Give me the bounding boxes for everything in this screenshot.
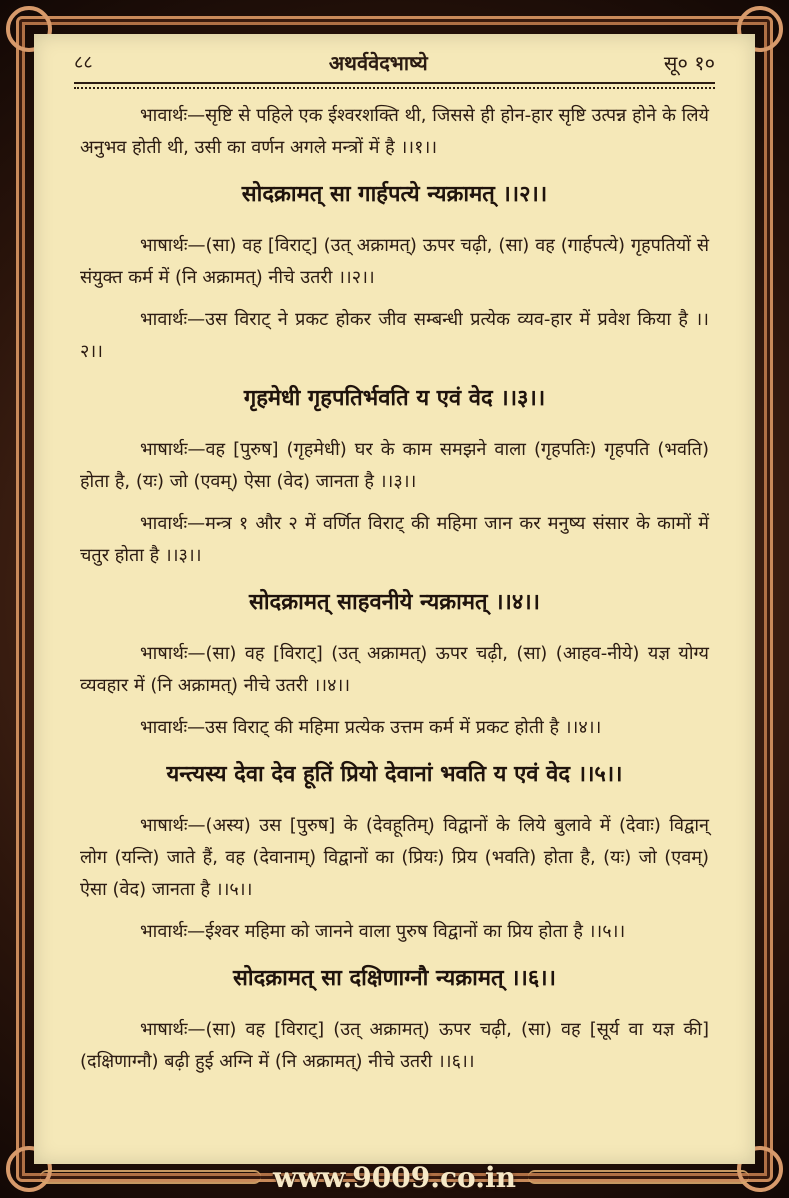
sutra-number: सू० १० [663,50,715,75]
mantra: गृहमेधी गृहपतिर्भवति य एवं वेद ।।३।। [243,386,546,411]
footer [40,1162,749,1192]
paragraph: भाषार्थः—वह [पुरुष] (गृहमेधी) घर के काम समझने वाला (गृहपतिः) गृहपति (भवति) होता है, (यः) जो (एवम्) ऐसा (वेद) जानता है ।।३।। [80,439,709,492]
header-rule [74,82,715,94]
footer-scroll-ornament-icon [40,1170,261,1184]
document-page [34,34,755,1164]
mantra: सोदक्रामत् सा गार्हपत्ये न्यक्रामत् ।।२।। [241,182,548,207]
page-number: ८८ [74,52,93,73]
mantra: सोदक्रामत् साहवनीये न्यक्रामत् ।।४।। [248,590,540,615]
paragraph: भावार्थः—उस विराट् ने प्रकट होकर जीव सम्बन्धी प्रत्येक व्यव-हार में प्रवेश किया है ।।२।। [80,309,709,362]
paragraph: भावार्थः—सृष्टि से पहिले एक ईश्वरशक्ति थी, जिससे ही होन-हार सृष्टि उत्पन्न होने के लिये अनुभव होती थी, उसी का वर्णन अगले मन्त्रों में है ।।१।। [80,105,709,158]
footer-url-link[interactable]: www.9009.co.in [273,1160,516,1194]
mantra: यन्त्यस्य देवा देव हूतिं प्रियो देवानां भवति य एवं वेद ।।५।। [166,762,623,787]
paragraph: भावार्थः—उस विराट् की महिमा प्रत्येक उत्तम कर्म में प्रकट होती है ।।४।। [140,717,602,738]
paragraph: भाषार्थः—(सा) वह [विराट्] (उत् अक्रामत्) ऊपर चढ़ी, (सा) (आहव-नीये) यज्ञ योग्य व्यवहार में (नि अक्रामत्) नीचे उतरी ।।४।। [80,643,709,696]
book-title: अथर्ववेदभाष्ये [328,50,428,75]
mantra: सोदक्रामत् सा दक्षिणाग्नौ न्यक्रामत् ।।६।। [233,966,556,991]
footer-scroll-ornament-icon [528,1170,749,1184]
paragraph: भाषार्थः—(सा) वह [विराट्] (उत् अक्रामत्) ऊपर चढ़ी, (सा) वह [सूर्य वा यज्ञ की] (दक्षिणाग्नौ) बढ़ी हुई अग्नि में (नि अक्रामत्) नीचे उतरी ।।६।। [80,1019,709,1072]
paragraph: भाषार्थः—(अस्य) उस [पुरुष] के (देवहूतिम्) विद्वानों के लिये बुलावे में (देवाः) विद्वान् लोग (यन्ति) जाते हैं, वह (देवानाम्) विद्वानों का (प्रियः) प्रिय (भवति) होता है, (यः) जो (एवम्) ऐसा (वेद) जानता है ।।५।। [80,815,709,900]
paragraph: भावार्थः—ईश्वर महिमा को जानने वाला पुरुष विद्वानों का प्रिय होता है ।।५।। [140,921,626,942]
page-header [74,46,715,78]
paragraph: भावार्थः—मन्त्र १ और २ में वर्णित विराट् की महिमा जान कर मनुष्य संसार के कामों में चतुर होता है ।।३।। [80,513,709,566]
paragraph: भाषार्थः—(सा) वह [विराट्] (उत् अक्रामत्) ऊपर चढ़ी, (सा) वह (गार्हपत्ये) गृहपतियों से संयुक्त कर्म में (नि अक्रामत्) नीचे उतरी ।।२।। [80,235,709,288]
page-content [80,100,709,1148]
